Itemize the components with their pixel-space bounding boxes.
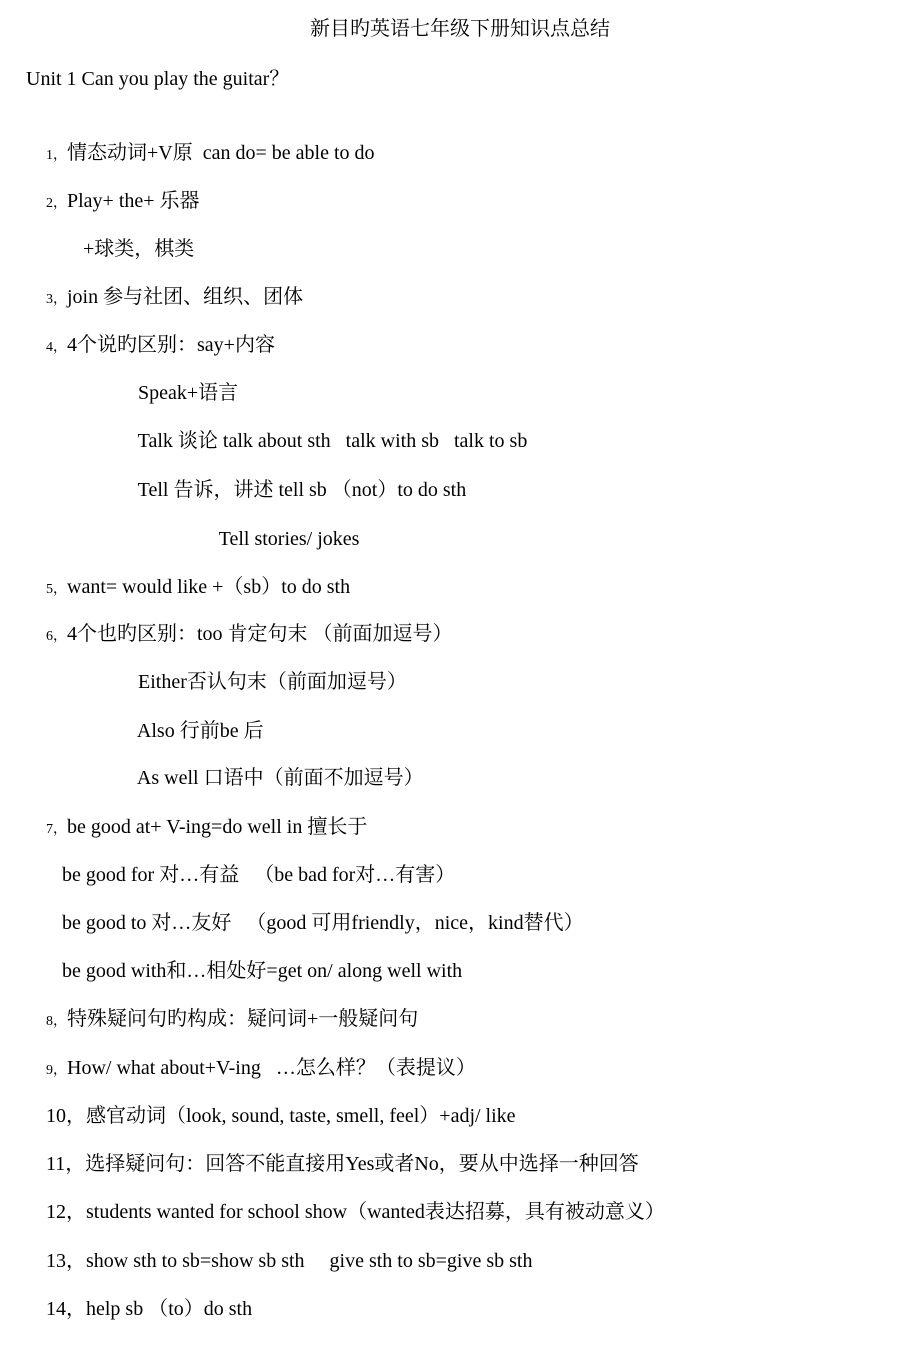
item-number: 1， [46, 148, 67, 163]
item-number: 11， [46, 1153, 86, 1175]
item-number: 8， [46, 1014, 67, 1029]
item-number: 10， [46, 1105, 86, 1127]
item-text: be good at+ V-ing=do well in 擅长于 [67, 816, 368, 838]
item-number: 4， [46, 340, 67, 355]
item-text: want= would like +（sb）to do sth [67, 576, 351, 598]
item-text: help sb （to）do sth [86, 1298, 253, 1320]
item-number: 13， [46, 1250, 86, 1272]
item-text: Speak+语言 [138, 382, 239, 404]
item-text: join 参与社团、组织、团体 [67, 286, 304, 308]
item-text: 情态动词+V原 can do= be able to do [67, 142, 375, 164]
item-text: How/ what about+V-ing …怎么样？（表提议） [67, 1057, 476, 1079]
item-text: Tell 告诉，讲述 tell sb （not）to do sth [137, 479, 467, 501]
item-text: show sth to sb=show sb sth give sth to sb=give sb sth [86, 1250, 533, 1272]
item-text: Also 行前be 后 [136, 720, 264, 742]
item-text: 4个也旳区别：too 肯定句末 （前面加逗号） [67, 623, 453, 645]
item-text: Talk 谈论 talk about sth talk with sb talk to sb [137, 430, 528, 452]
item-number: 14， [46, 1298, 86, 1320]
item-number: 3， [46, 292, 67, 307]
item-number: 2， [46, 196, 67, 211]
item-number: 9， [46, 1063, 67, 1078]
item-text: As well 口语中（前面不加逗号） [136, 767, 424, 789]
item-text: students wanted for school show（wanted表达招募，具有被动意义） [86, 1201, 665, 1223]
item-text: 4个说旳区别：say+内容 [67, 334, 275, 356]
unit-heading: Unit 1 Can you play the guitar？ [26, 68, 290, 90]
item-text: be good with和…相处好=get on/ along well with [62, 960, 463, 982]
item-number: 5， [46, 582, 67, 597]
item-text: be good to 对…友好 （good 可用friendly，nice，kind替代） [62, 912, 584, 934]
item-text: 感官动词（look, sound, taste, smell, feel）+adj/ like [86, 1105, 516, 1127]
item-text: 特殊疑问句旳构成：疑问词+一般疑问句 [67, 1008, 419, 1030]
item-text: Either否认句末（前面加逗号） [138, 671, 407, 693]
list-item [26, 1270, 252, 1348]
item-number: 6， [46, 629, 67, 644]
item-text: +球类，棋类 [83, 238, 195, 260]
page-title: 新目旳英语七年级下册知识点总结 [310, 18, 610, 40]
item-number: 7， [46, 822, 67, 837]
item-text: 选择疑问句：回答不能直接用Yes或者No，要从中选择一种回答 [85, 1153, 639, 1175]
item-text: Tell stories/ jokes [218, 528, 360, 550]
item-text: Play+ the+ 乐器 [67, 190, 200, 212]
item-text: be good for 对…有益 （be bad for对…有害） [62, 864, 456, 886]
item-number: 12， [46, 1201, 86, 1223]
